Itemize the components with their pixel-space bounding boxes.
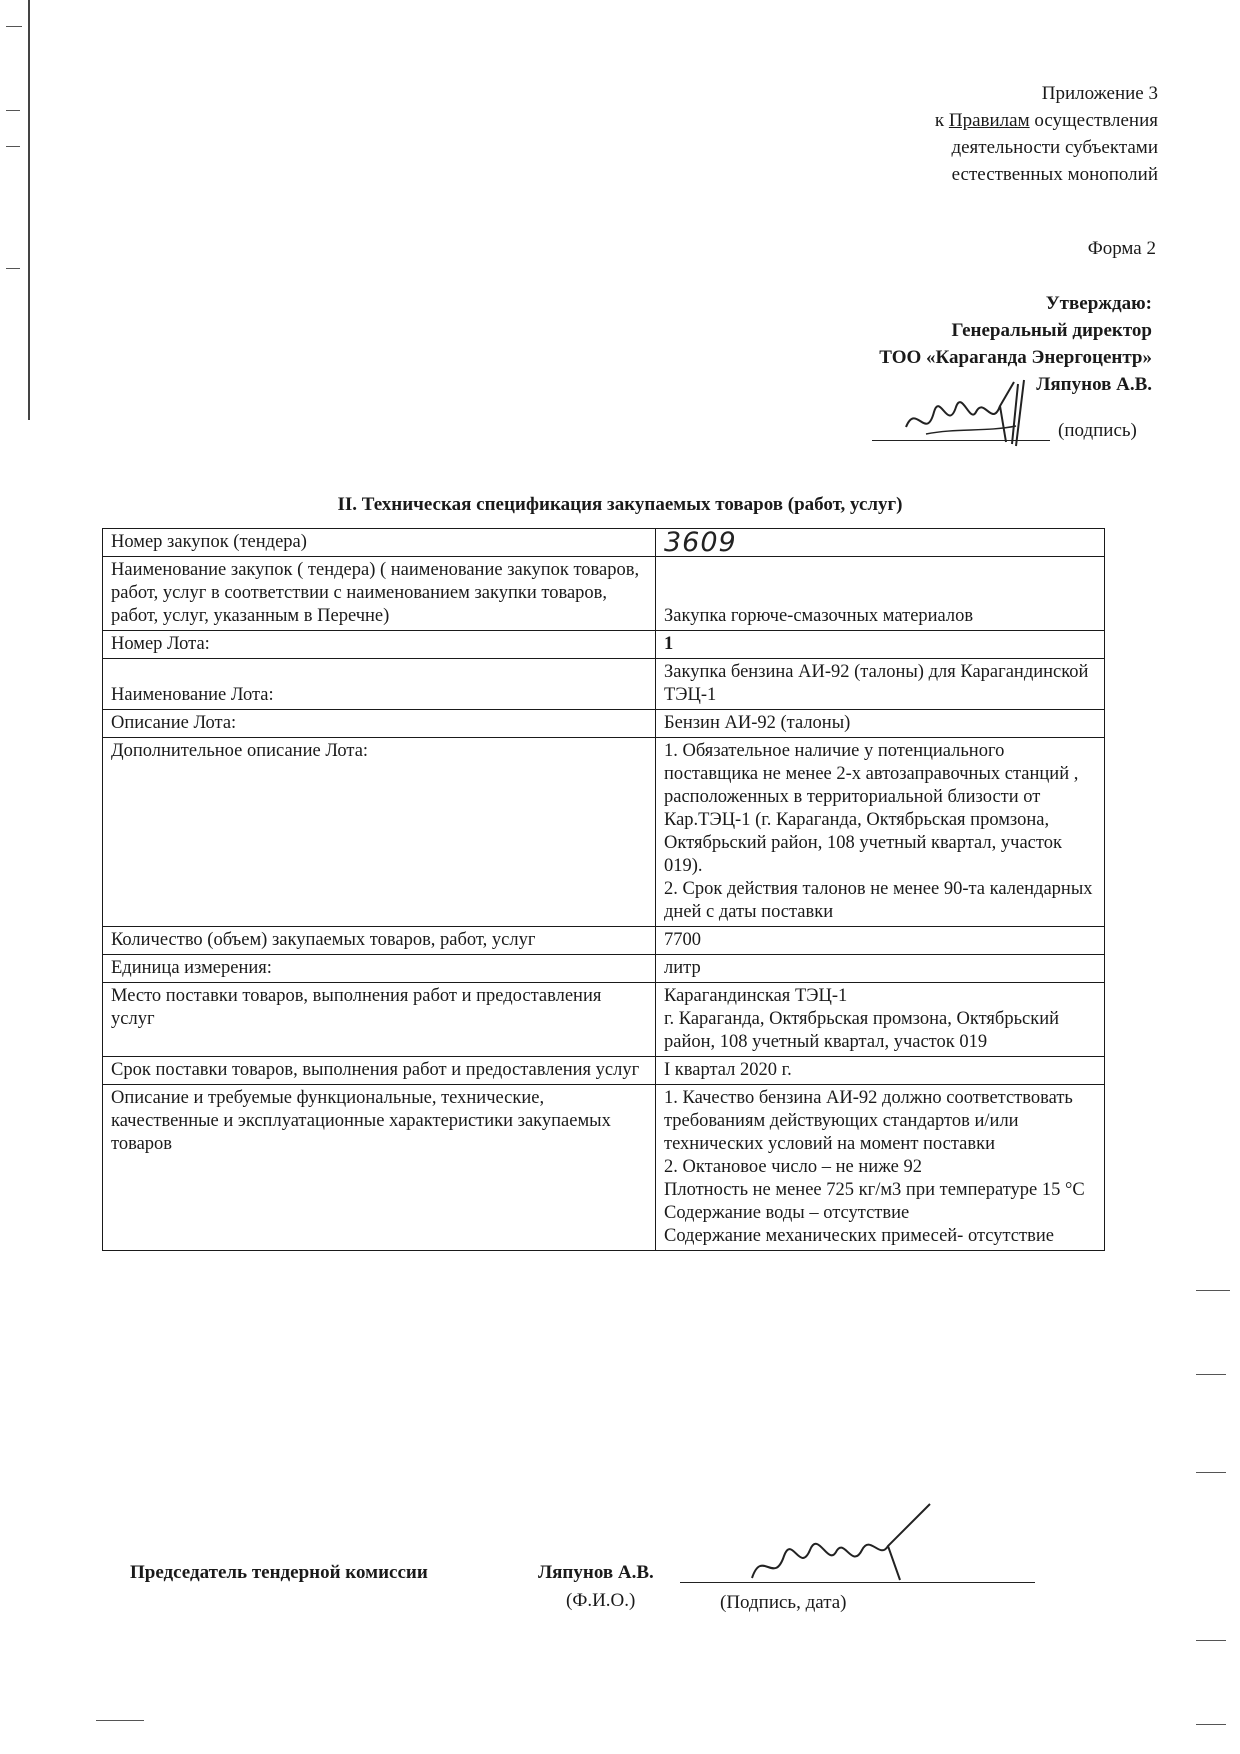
- fio-caption: (Ф.И.О.): [566, 1590, 636, 1611]
- scan-mark: [1196, 1724, 1226, 1725]
- scan-mark: [1196, 1290, 1230, 1291]
- chair-signature-line: [680, 1582, 1035, 1583]
- row-label: Описание и требуемые функциональные, технические, качественные и эксплуатационные характеристики закупаемых товаров: [103, 1085, 656, 1251]
- row-label: Номер Лота:: [103, 631, 656, 659]
- row-label: Наименование Лота:: [103, 659, 656, 710]
- specification-table: [102, 528, 1105, 1251]
- chair-signature: [740, 1500, 940, 1600]
- row-value: Карагандинская ТЭЦ-1 г. Караганда, Октябрьская промзона, Октябрьский район, 108 учетный квартал, участок 019: [656, 983, 1105, 1057]
- commission-chair-role: Председатель тендерной комиссии: [130, 1562, 428, 1583]
- row-label: Единица измерения:: [103, 955, 656, 983]
- tender-number: 3609: [656, 529, 1105, 557]
- table-row: [103, 1085, 1105, 1251]
- row-label: Описание Лота:: [103, 710, 656, 738]
- row-label: Срок поставки товаров, выполнения работ и предоставления услуг: [103, 1057, 656, 1085]
- appendix-reference: [935, 80, 1158, 188]
- row-value: Бензин АИ-92 (талоны): [656, 710, 1105, 738]
- row-value: 7700: [656, 927, 1105, 955]
- table-row: [103, 529, 1105, 557]
- table-row: [103, 1057, 1105, 1085]
- table-row: [103, 659, 1105, 710]
- appendix-line: Приложение 3: [1041, 83, 1158, 104]
- scan-mark: [1196, 1374, 1226, 1375]
- row-value: 1. Обязательное наличие у потенциального поставщика не менее 2-х автозаправочных станций , расположенных в территориальной близости от Кар.ТЭЦ-1 (г. Караганда, Октябрьская промзона, Октябрьский район, 108 учетный квартал, участок 019). 2. Срок действия талонов не менее 90-та календарных дней с даты поставки: [656, 738, 1105, 927]
- approval-line: Утверждаю:: [1045, 293, 1152, 314]
- table-row: [103, 710, 1105, 738]
- appendix-line: деятельности субъектами: [951, 137, 1158, 158]
- row-value: I квартал 2020 г.: [656, 1057, 1105, 1085]
- row-value: Закупка горюче-смазочных материалов: [656, 557, 1105, 631]
- scan-mark: [6, 110, 20, 111]
- approval-line: ТОО «Караганда Энергоцентр»: [879, 347, 1152, 368]
- row-label: Номер закупок (тендера): [103, 529, 656, 557]
- appendix-line: к Правилам осуществления: [934, 110, 1158, 131]
- table-row: [103, 955, 1105, 983]
- rules-link[interactable]: Правилам: [948, 110, 1030, 131]
- table-row: [103, 983, 1105, 1057]
- approval-line: Генеральный директор: [951, 320, 1152, 341]
- document-title: II. Техническая спецификация закупаемых товаров (работ, услуг): [337, 494, 903, 515]
- row-value: Закупка бензина АИ-92 (талоны) для Карагандинской ТЭЦ-1: [656, 659, 1105, 710]
- scan-mark: [6, 146, 20, 147]
- table-row: [103, 631, 1105, 659]
- commission-chair-name: Ляпунов А.В.: [538, 1562, 654, 1583]
- row-value: 1. Качество бензина АИ-92 должно соответствовать требованиям действующих стандартов и/или технических условий на момент поставки 2. Октановое число – не ниже 92 Плотность не менее 725 кг/м3 при температуре 15 °С Содержание воды – отсутствие Содержание механических примесей- отсутствие: [656, 1085, 1105, 1251]
- appendix-line: естественных монополий: [951, 164, 1158, 185]
- signature-date-caption: (Подпись, дата): [720, 1592, 847, 1613]
- approval-line: Ляпунов А.В.: [1036, 374, 1152, 395]
- director-signature-line: [872, 440, 1050, 441]
- row-label: Количество (объем) закупаемых товаров, работ, услуг: [103, 927, 656, 955]
- scan-mark: [6, 26, 22, 27]
- row-label: Место поставки товаров, выполнения работ и предоставления услуг: [103, 983, 656, 1057]
- signature-caption: (подпись): [1058, 420, 1137, 441]
- scan-edge: [28, 0, 30, 420]
- scan-mark: [1196, 1472, 1226, 1473]
- row-label: Наименование закупок ( тендера) ( наименование закупок товаров, работ, услуг в соответствии с наименованием закупки товаров, работ, услуг, указанным в Перечне): [103, 557, 656, 631]
- scan-mark: [6, 268, 20, 269]
- scan-mark: [96, 1720, 144, 1721]
- row-value: 1: [656, 631, 1105, 659]
- form-number: Форма 2: [1087, 238, 1156, 259]
- table-row: [103, 927, 1105, 955]
- scan-mark: [1196, 1640, 1226, 1641]
- table-row: [103, 738, 1105, 927]
- row-value: литр: [656, 955, 1105, 983]
- row-label: Дополнительное описание Лота:: [103, 738, 656, 927]
- table-row: [103, 557, 1105, 631]
